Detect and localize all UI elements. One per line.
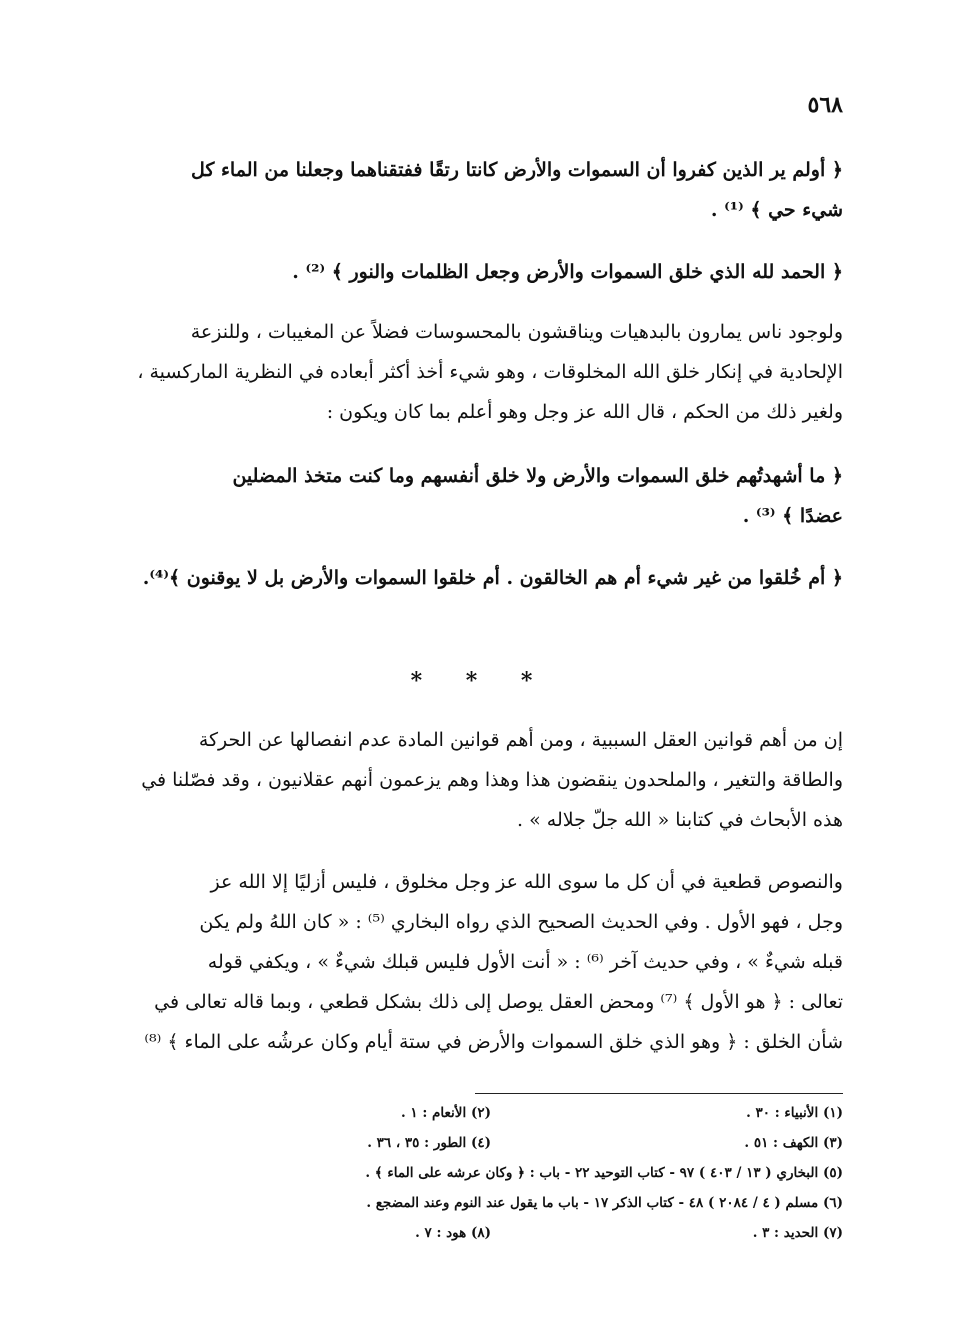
paragraph-line: ولغير ذلك من الحكم ، قال الله عز وجل وهو أعلم بما كان ويكون : [326, 401, 843, 423]
paragraph-line: تعالى : ﴿ هو الأول ﴾ ⁽⁷⁾ ومحض العقل يوصل إلى ذلك بشكل قطعي ، وبما قاله تعالى في [154, 991, 843, 1013]
paragraph-line: والنصوص قطعية في أن كل ما سوى الله عز وجل مخلوق ، فليس أزليًا إلا الله عز [210, 871, 843, 893]
paragraph-line: الإلحادية في إنكار خلق الله المخلوقات ، وهو شيء أخذ أكثر أبعاده في النظرية الماركسية ، [137, 361, 843, 383]
footnote-row [121, 1218, 843, 1248]
verse-block-1 [121, 150, 843, 230]
footnote-7: (٧) الحديد : ٣ . [752, 1225, 843, 1241]
verse-line: ﴿ ما أشهدتُهم خلق السموات والأرض ولا خلق أنفسهم وما كنت متخذ المضلين [232, 465, 843, 487]
footnote-5: (٥) البخاري ( ١٣ / ٤٠٣ ) ٩٧ - كتاب التوحيد ٢٢ - باب : ﴿ وكان عرشه على الماء ﴾ . [365, 1165, 843, 1181]
page-number: ٥٦٨ [807, 92, 843, 118]
verse-block-3 [121, 456, 843, 536]
footnote-6: (٦) مسلم ( ٤ / ٢٠٨٤ ) ٤٨ - كتاب الذكر ١٧ - باب ما يقول عند النوم وعند المضجع . [366, 1195, 843, 1211]
verse-line: ﴿ أم خُلقوا من غير شيء أم هم الخالقون . أم خلقوا السموات والأرض بل لا يوقنون ﴾⁽⁴⁾. [142, 567, 843, 589]
paragraph-line: ولوجود ناس يمارون بالبدهيات ويناقشون بالمحسوسات فضلاً عن المغيبات ، وللنزعة [190, 321, 843, 343]
paragraph-line: هذه الأبحاث في كتابنا « الله جلّ جلاله » . [517, 809, 843, 831]
paragraph-line: والطاقة والتغير ، والملحدون ينقضون هذا وهذا وهم يزعمون أنهم عقلانيون ، وقد فصّلنا في [141, 769, 843, 791]
paragraph-line: قبله شيءٌ » ، وفي حديث آخر ⁽⁶⁾ : « أنت الأول فليس قبلك شيءٌ » ، ويكفي قوله [207, 951, 843, 973]
paragraph-3 [121, 862, 843, 1062]
verse-line: عضدًا ﴾ ⁽³⁾ . [742, 505, 843, 527]
verse-block-4 [121, 558, 843, 598]
verse-line: شيء حي ﴾ ⁽¹⁾ . [710, 199, 843, 221]
verse-line: ﴿ أولم ير الذين كفروا أن السموات والأرض كانتا رتقًا ففتقناهما وجعلنا من الماء كل [190, 159, 843, 181]
footnote-row [121, 1098, 843, 1128]
verse-block-2 [121, 252, 843, 292]
footnote-3: (٣) الكهف : ٥١ . [744, 1135, 843, 1151]
paragraph-line: وجل ، فهو الأول . وفي الحديث الصحيح الذي رواه البخاري ⁽⁵⁾ : « كان اللهُ ولم يكن [199, 911, 843, 933]
paragraph-line: إن من أهم قوانين العقل السببية ، ومن أهم قوانين المادة عدم انفصالها عن الحركة [198, 729, 843, 751]
paragraph-2 [121, 720, 843, 840]
footnote-2: (٢) الأنعام : ١ . [401, 1105, 491, 1121]
section-separator: * * * [410, 668, 551, 694]
footnote-divider [475, 1093, 843, 1094]
footnote-1: (١) الأنبياء : ٣٠ . [746, 1105, 843, 1121]
paragraph-line: شأن الخلق : ﴿ وهو الذي خلق السموات والأرض في ستة أيام وكان عرشُه على الماء ﴾ ⁽⁸⁾ [144, 1031, 843, 1053]
paragraph-1 [121, 312, 843, 432]
footnote-8: (٨) هود : ٧ . [415, 1225, 491, 1241]
footnotes [121, 1098, 843, 1248]
verse-line: ﴿ الحمد لله الذي خلق السموات والأرض وجعل الظلمات والنور ﴾ ⁽²⁾ . [292, 261, 843, 283]
footnote-row [121, 1128, 843, 1158]
footnote-4: (٤) الطور : ٣٥ ، ٣٦ . [367, 1135, 491, 1151]
